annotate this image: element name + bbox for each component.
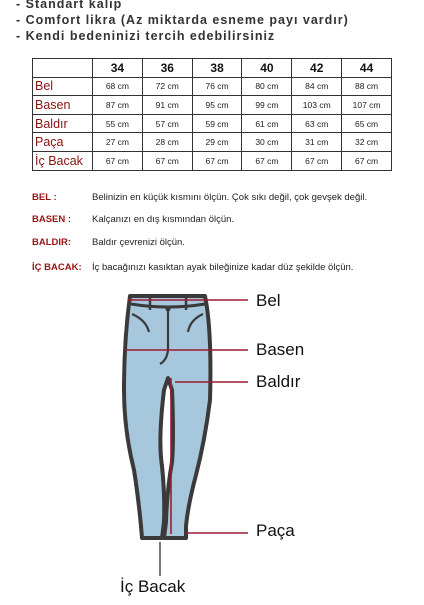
row-label-ic-bacak: İç Bacak bbox=[33, 151, 93, 170]
table-cell: 68 cm bbox=[93, 77, 143, 96]
header-blank bbox=[33, 59, 93, 78]
table-cell: 30 cm bbox=[242, 133, 292, 152]
table-cell: 103 cm bbox=[292, 96, 342, 115]
table-cell: 88 cm bbox=[342, 77, 392, 96]
definition-bel bbox=[32, 192, 367, 203]
row-label-bel: Bel bbox=[33, 77, 93, 96]
table-cell: 76 cm bbox=[192, 77, 242, 96]
note-comfort-lycra: - Comfort likra (Az miktarda esneme payı vardır) bbox=[16, 13, 349, 27]
definition-term: BEL : bbox=[32, 192, 57, 203]
table-cell: 67 cm bbox=[242, 151, 292, 170]
table-cell: 55 cm bbox=[93, 114, 143, 133]
row-label-paca: Paça bbox=[33, 133, 93, 152]
header-size-42: 42 bbox=[292, 59, 342, 78]
definition-desc: İç bacağınızı kasıktan ayak bileğinize kadar düz şekilde ölçün. bbox=[92, 262, 354, 273]
table-cell: 67 cm bbox=[192, 151, 242, 170]
callout-baldir: Baldır bbox=[256, 372, 301, 391]
table-cell: 59 cm bbox=[192, 114, 242, 133]
note-standard-fit: - Standart kalıp bbox=[16, 0, 123, 11]
definition-ic-bacak bbox=[32, 262, 353, 273]
notes-list bbox=[16, 0, 349, 44]
table-cell: 65 cm bbox=[342, 114, 392, 133]
definition-term: İÇ BACAK: bbox=[32, 262, 82, 273]
header-size-40: 40 bbox=[242, 59, 292, 78]
jeans-illustration bbox=[0, 290, 424, 600]
table-row bbox=[33, 77, 392, 96]
table-row bbox=[33, 133, 392, 152]
jeans-measurement-figure bbox=[0, 290, 424, 600]
table-cell: 27 cm bbox=[93, 133, 143, 152]
callout-bel: Bel bbox=[256, 291, 281, 310]
table-cell: 63 cm bbox=[292, 114, 342, 133]
table-cell: 67 cm bbox=[142, 151, 192, 170]
table-cell: 67 cm bbox=[342, 151, 392, 170]
table-cell: 31 cm bbox=[292, 133, 342, 152]
table-cell: 107 cm bbox=[342, 96, 392, 115]
button bbox=[166, 307, 171, 312]
header-size-36: 36 bbox=[142, 59, 192, 78]
row-label-basen: Basen bbox=[33, 96, 93, 115]
table-cell: 99 cm bbox=[242, 96, 292, 115]
table-cell: 80 cm bbox=[242, 77, 292, 96]
table-cell: 91 cm bbox=[142, 96, 192, 115]
definition-desc: Baldır çevrenizi ölçün. bbox=[92, 237, 185, 248]
definition-basen bbox=[32, 214, 234, 225]
table-cell: 95 cm bbox=[192, 96, 242, 115]
table-cell: 32 cm bbox=[342, 133, 392, 152]
callout-basen: Basen bbox=[256, 340, 305, 359]
table-cell: 28 cm bbox=[142, 133, 192, 152]
callout-ic-bacak: İç Bacak bbox=[120, 577, 186, 596]
table-cell: 87 cm bbox=[93, 96, 143, 115]
size-header-row bbox=[33, 59, 392, 78]
table-row bbox=[33, 96, 392, 115]
table-cell: 61 cm bbox=[242, 114, 292, 133]
row-label-baldir: Baldır bbox=[33, 114, 93, 133]
definition-desc: Belinizin en küçük kısmını ölçün. Çok sıkı değil, çok gevşek değil. bbox=[92, 192, 368, 203]
note-choose-size: - Kendi bedeninizi tercih edebilirsiniz bbox=[16, 29, 276, 43]
table-cell: 72 cm bbox=[142, 77, 192, 96]
callout-paca: Paça bbox=[256, 521, 295, 540]
table-cell: 57 cm bbox=[142, 114, 192, 133]
size-table bbox=[32, 58, 392, 171]
header-size-38: 38 bbox=[192, 59, 242, 78]
table-row bbox=[33, 114, 392, 133]
table-cell: 67 cm bbox=[292, 151, 342, 170]
definition-baldir bbox=[32, 237, 185, 248]
table-cell: 84 cm bbox=[292, 77, 342, 96]
definition-desc: Kalçanızı en dış kısmından ölçün. bbox=[92, 214, 235, 225]
header-size-44: 44 bbox=[342, 59, 392, 78]
table-row bbox=[33, 151, 392, 170]
header-size-34: 34 bbox=[93, 59, 143, 78]
table-cell: 29 cm bbox=[192, 133, 242, 152]
table-cell: 67 cm bbox=[93, 151, 143, 170]
definition-term: BASEN : bbox=[32, 214, 72, 225]
definition-term: BALDIR: bbox=[32, 237, 72, 248]
